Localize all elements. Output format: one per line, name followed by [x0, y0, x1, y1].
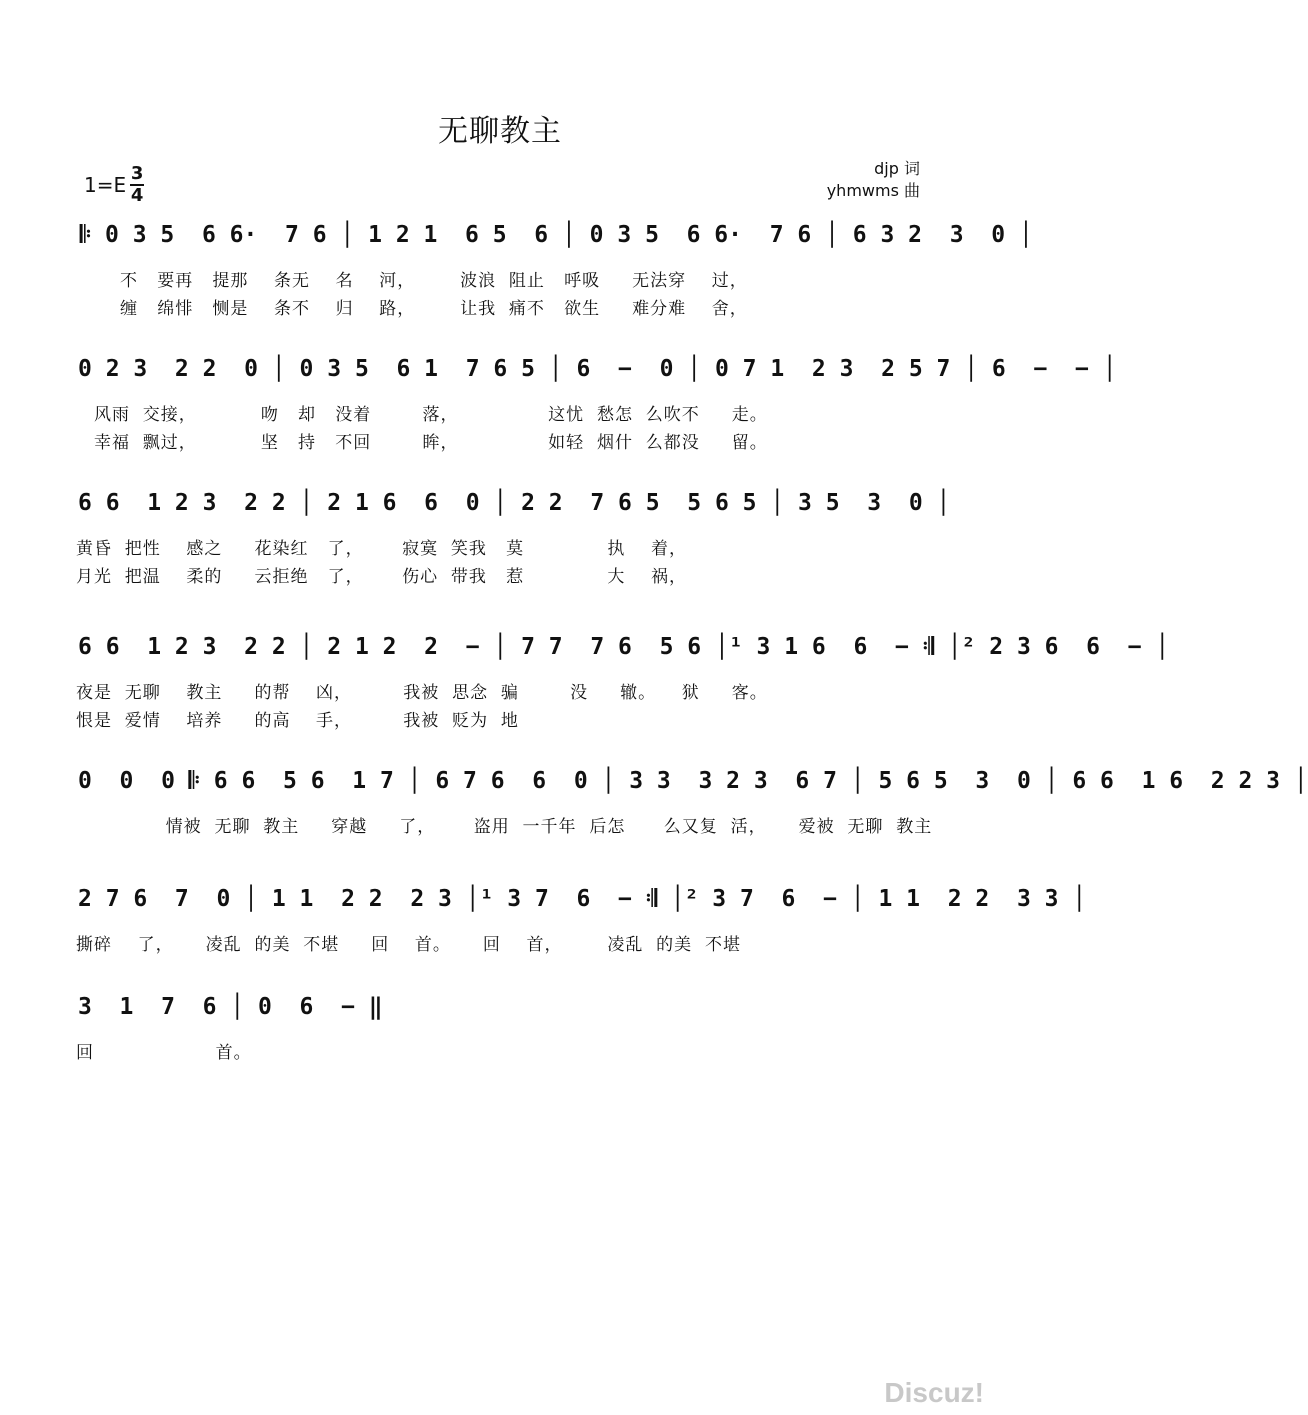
lyric-line-1: 不 要再 提那 条无 名 河， 波浪 阻止 呼吸 无法穿 过， — [120, 271, 748, 291]
key-label: 1=E — [84, 173, 127, 197]
score-system-1 — [0, 210, 1033, 320]
score-system-5 — [0, 756, 1308, 866]
lyric-line-2: 缠 绵悱 恻是 条不 归 路， 让我 痛不 欲生 难分难 舍， — [120, 299, 748, 319]
notation-line: 3 1 7 6 │ 0 6 − ‖ — [78, 994, 383, 1020]
lyric-line-1: 夜是 无聊 教主 的帮 凶， 我被 思念 骗 没 辙。 狱 客。 — [76, 683, 768, 703]
lyric-line-2: 恨是 爱情 培养 的高 手， 我被 贬为 地 — [76, 711, 519, 731]
lyricist: djp 词 — [874, 159, 920, 178]
notation-line: 2 7 6 7 0 │ 1 1 2 2 2 3 │¹ 3 7 6 − 𝄇 │² 3 7 6 − │ 1 1 2 2 3 3 │ — [78, 886, 1087, 912]
credits — [827, 158, 920, 202]
song-title: 无聊教主 — [438, 114, 562, 149]
lyric-line-1: 回 首。 — [76, 1043, 252, 1063]
time-bottom: 4 — [130, 185, 144, 206]
lyric-line-2: 幸福 飘过， 坚 持 不回 眸， 如轻 烟什 么都没 留。 — [94, 433, 768, 453]
score-system-7 — [0, 982, 1000, 1092]
composer: yhmwms 曲 — [826, 181, 920, 200]
lyric-line-2: 月光 把温 柔的 云拒绝 了， 伤心 带我 惹 大 祸， — [76, 567, 687, 587]
score-system-6 — [0, 874, 1087, 984]
time-top: 3 — [130, 163, 144, 184]
notation-line: 0 0 0 𝄆 6 6 5 6 1 7 │ 6 7 6 6 0 │ 3 3 3 2 3 6 7 │ 5 6 5 3 0 │ 6 6 1 6 2 2 3 │ — [78, 768, 1308, 794]
lyric-line-1: 情被 无聊 教主 穿越 了， 盗用 一千年 后怎 么又复 活， 爱被 无聊 教主 — [76, 817, 933, 837]
score-system-2 — [0, 344, 1117, 454]
lyric-line-1: 黄昏 把性 感之 花染红 了， 寂寞 笑我 莫 执 着， — [76, 539, 687, 559]
score-system-4 — [0, 622, 1170, 732]
notation-line: 0 2 3 2 2 0 │ 0 3 5 6 1 7 6 5 │ 6 − 0 │ 0 7 1 2 3 2 5 7 │ 6 − − │ — [78, 356, 1117, 382]
watermark: Discuz! — [884, 1377, 984, 1408]
notation-line: 6 6 1 2 3 2 2 │ 2 1 6 6 0 │ 2 2 7 6 5 5 6 5 │ 3 5 3 0 │ — [78, 490, 951, 516]
notation-line: 𝄆 0 3 5 6 6· 7 6 │ 1 2 1 6 5 6 │ 0 3 5 6 6· 7 6 │ 6 3 2 3 0 │ — [80, 222, 1033, 248]
time-signature — [130, 164, 144, 206]
score-system-3 — [0, 478, 1000, 588]
notation-line: 6 6 1 2 3 2 2 │ 2 1 2 2 − │ 7 7 7 6 5 6 │¹ 3 1 6 6 − 𝄇 │² 2 3 6 6 − │ — [78, 634, 1170, 660]
lyric-line-1: 风雨 交接， 吻 却 没着 落， 这忧 愁怎 么吹不 走。 — [94, 405, 768, 425]
key-signature — [84, 164, 144, 206]
lyric-line-1: 撕碎 了， 凌乱 的美 不堪 回 首。 回 首， 凌乱 的美 不堪 — [76, 935, 741, 955]
